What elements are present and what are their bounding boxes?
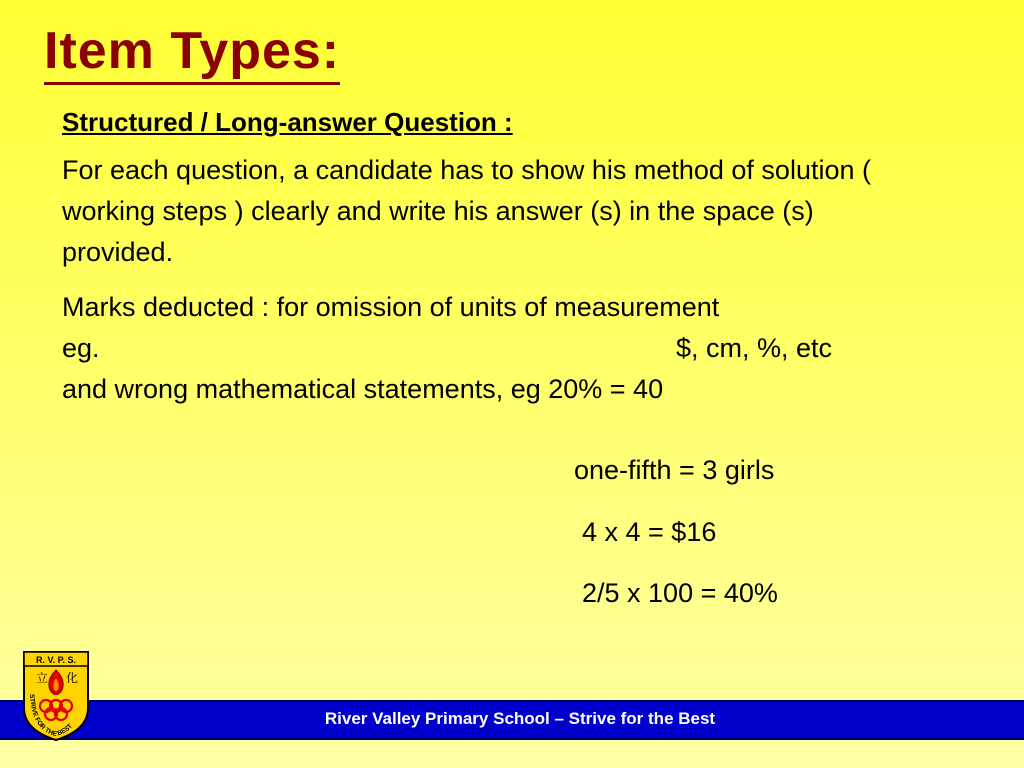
example-statement-1: one-fifth = 3 girls <box>574 455 775 485</box>
instructions-paragraph: For each question, a candidate has to show his method of solution ( working steps ) clearly and write his answer (s) in the space (s) provided. <box>62 155 871 267</box>
example-statement-2: 4 x 4 = $16 <box>582 517 717 547</box>
slide-title: Item Types: <box>44 22 340 85</box>
wrong-statements-line: and wrong mathematical statements, eg 20% = 40 <box>62 374 664 404</box>
logo-top-label: R. V. P. S. <box>35 655 77 665</box>
marks-example-row <box>62 328 902 369</box>
example-statement-3: 2/5 x 100 = 40% <box>582 578 778 608</box>
logo-motto: STRIVE FOR THE BEST <box>28 693 74 739</box>
section-subtitle: Structured / Long-answer Question : <box>62 107 513 137</box>
logo-char-left: 立 <box>36 671 49 685</box>
slide-content <box>62 104 902 410</box>
logo-char-right: 化 <box>66 671 79 685</box>
marks-example-units: $, cm, %, etc <box>676 333 833 363</box>
marks-deducted-line: Marks deducted : for omission of units of measurement <box>62 292 720 322</box>
marks-example-label: eg. <box>62 333 100 363</box>
footer-text: River Valley Primary School – Strive for the Best <box>324 709 716 728</box>
school-crest-logo <box>22 650 90 742</box>
